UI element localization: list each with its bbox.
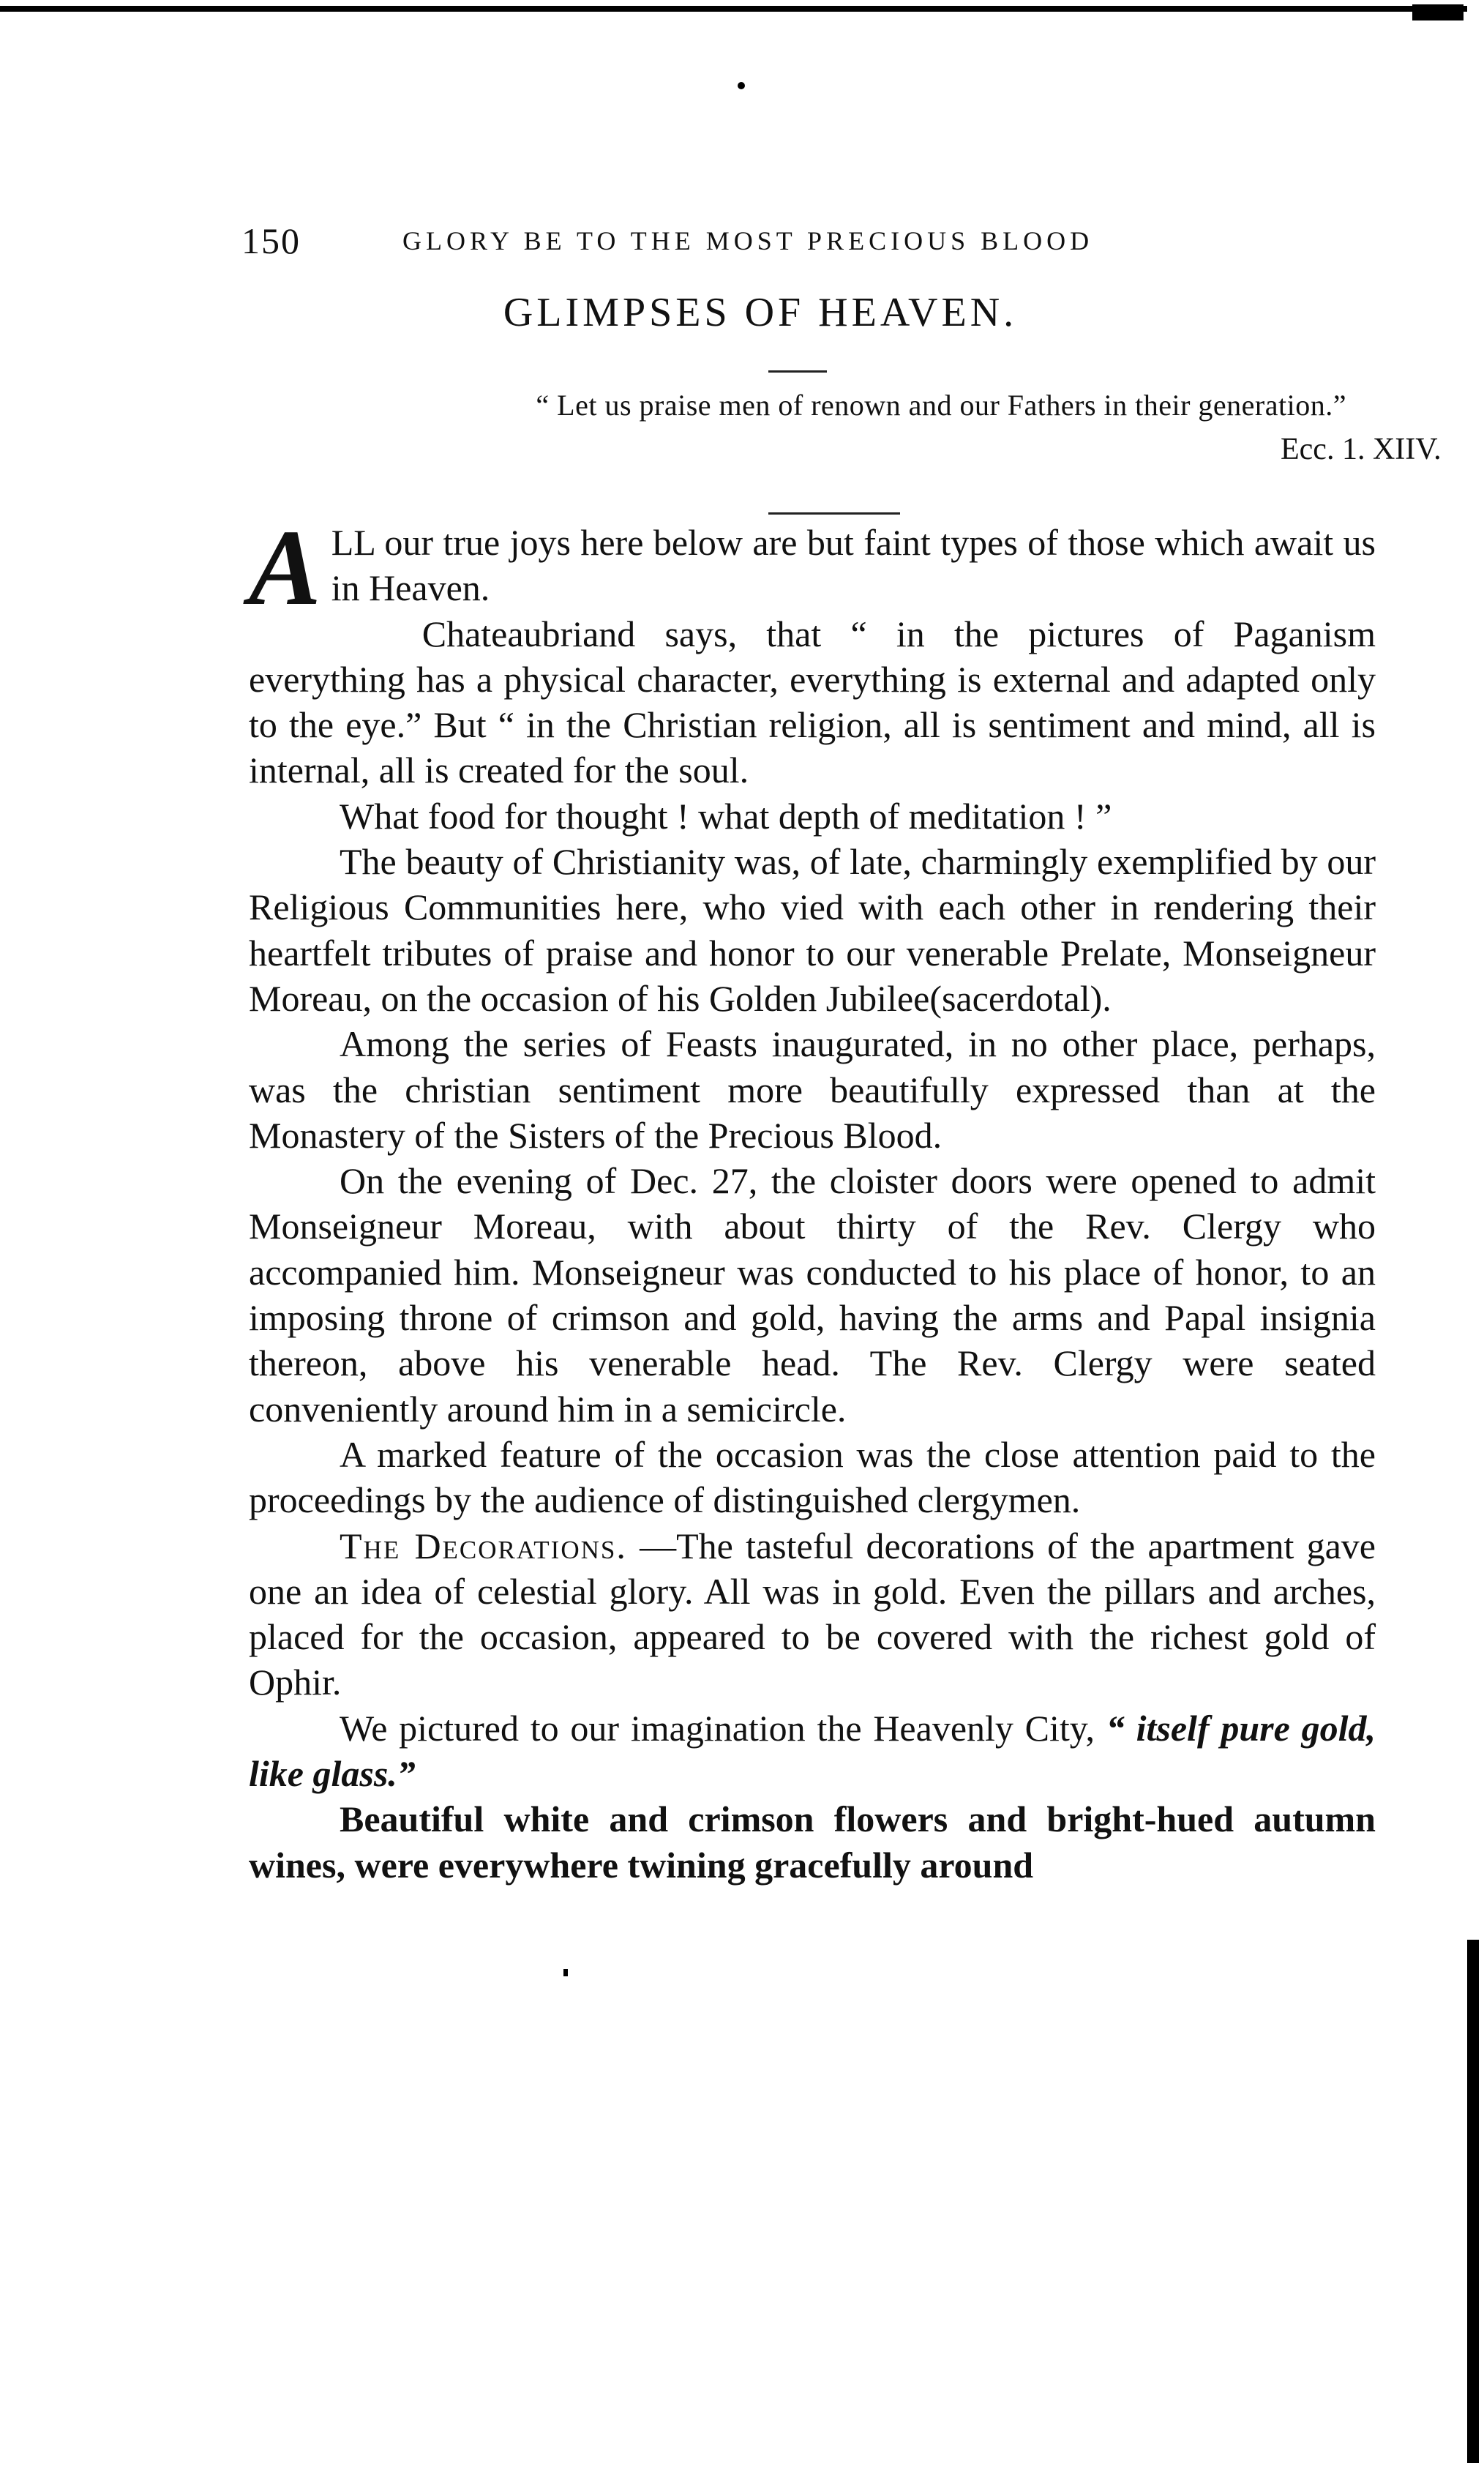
paragraph: A marked feature of the occasion was the close attention paid to the proceedings by the audience of distinguished clergymen. (249, 1433, 1376, 1521)
paragraph-text: We pictured to our imagination the Heavenly City, (340, 1707, 1106, 1749)
quotation: “ itself pure gold, like glass.” (249, 1707, 1376, 1795)
running-head (241, 220, 1251, 264)
title-rule (768, 370, 827, 373)
running-title: GLORY BE TO THE MOST PRECIOUS BLOOD (402, 226, 1094, 255)
epigraph (220, 388, 1442, 466)
paragraph (249, 508, 1376, 628)
paragraph: Beautiful white and crimson flowers and bright-hued autumn wines, were everywhere twining gracefully around (249, 1798, 1376, 1886)
drop-cap: A (249, 508, 321, 628)
top-border-rule (0, 6, 1467, 12)
page-number: 150 (241, 220, 301, 261)
paragraph-text: LL our true joys here below are but faint types of those which await us in Heaven. (331, 522, 1376, 609)
epigraph-reference: Ecc. 1. XIIV. (1281, 433, 1442, 466)
epigraph-quote: “ Let us praise men of renown and our Fathers in their generation.” (536, 389, 1346, 422)
paragraph: Among the series of Feasts inaugurated, in no other place, perhaps, was the christian sentiment more beautifully expressed than at the Monastery of the Sisters of the Precious Blood. (249, 1023, 1376, 1156)
paragraph-text: —The tasteful decorations of the apartment gave one an idea of celestial glory. All was in gold. Even the pillars and arches, placed for the occasion, appeared to be covered with the richest gold of Ophir. (249, 1525, 1376, 1703)
page-edge-shadow (1467, 1940, 1479, 2463)
ink-speck (738, 82, 745, 89)
paragraph (249, 1705, 1376, 1797)
section-heading: The Decorations. (340, 1525, 627, 1566)
article-title: GLIMPSES OF HEAVEN. (503, 290, 1018, 335)
paragraph: What food for thought ! what depth of meditation ! ” (340, 795, 1112, 837)
paragraph: On the evening of Dec. 27, the cloister doors were opened to admit Monseigneur Moreau, with about thirty of the Rev. Clergy who accompanied him. Monseigneur was conducted to his place of honor, to an imposing throne of crimson and gold, having the arms and Papal insignia thereon, above his venerable head. The Rev. Clergy were seated conveniently around him in a semicircle. (249, 1160, 1376, 1430)
paragraph: The beauty of Christianity was, of late, charmingly exemplified by our Religious Communities here, who vied with each other in rendering their heartfelt tributes of praise and honor to our venerable Prelate, Monseigneur Moreau, on the occasion of his Golden Jubilee(sacerdotal). (249, 841, 1376, 1019)
top-border-mark (1412, 4, 1464, 20)
paragraph (249, 1523, 1376, 1705)
paragraph: Chateaubriand says, that “ in the pictures of Paganism everything has a physical character, everything is external and adapted only to the eye.” But “ in the Christian religion, all is sentiment and mind, all is internal, all is created for the soul. (249, 613, 1376, 791)
article-body (249, 508, 1376, 1888)
ink-speck (563, 1969, 568, 1976)
